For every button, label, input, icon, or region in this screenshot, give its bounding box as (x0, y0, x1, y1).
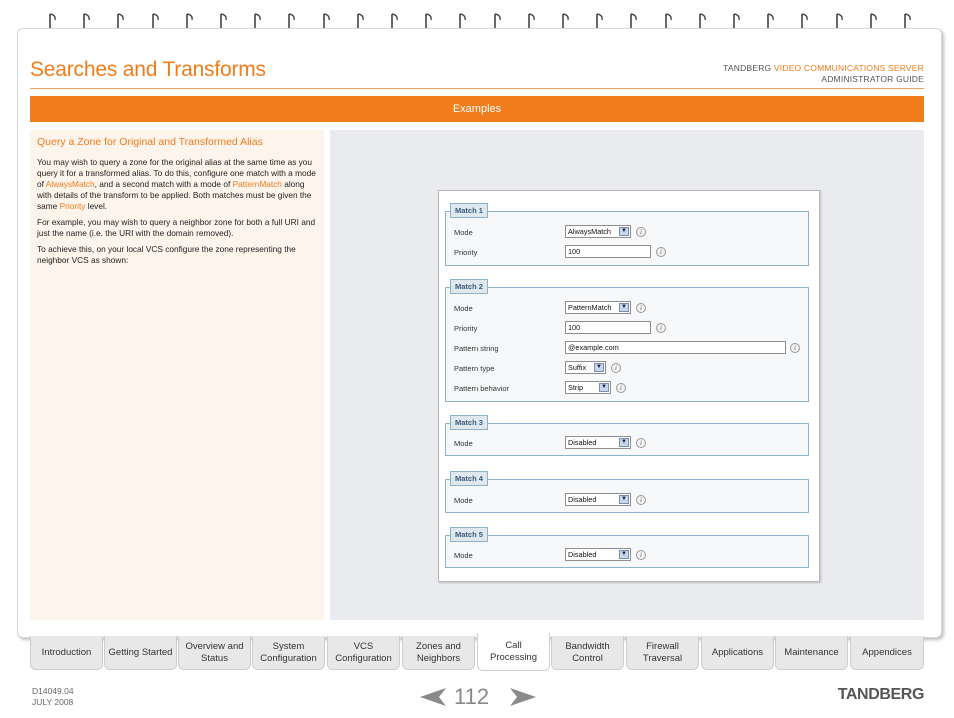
section-band: Examples (30, 96, 924, 122)
match-1-legend: Match 1 (450, 203, 488, 218)
match-5-fieldset (445, 530, 809, 568)
info-icon[interactable]: i (636, 550, 646, 560)
match-2-pattern-behavior-label: Pattern behavior (454, 384, 510, 393)
tab-zones-and-neighbors[interactable]: Zones and Neighbors (402, 636, 475, 670)
page-number: 112 (454, 684, 490, 709)
previous-page-icon[interactable] (420, 687, 446, 707)
brand-product: VIDEO COMMUNICATIONS SERVER (773, 63, 924, 73)
match-4-mode-label: Mode (454, 496, 473, 505)
match-4-legend: Match 4 (450, 471, 488, 486)
zone-matches-form (438, 190, 820, 582)
p1-text-a: You may wish to query a zone for the original alias at the same time as you query it for a transformed alias. To do this, configure one match with a mode of (37, 157, 316, 189)
match-1-mode-label: Mode (454, 228, 473, 237)
match-2-pattern-behavior-select[interactable] (565, 381, 611, 394)
p1-text-b: , and a second match with a mode of (94, 179, 233, 189)
match-2-pattern-string-label: Pattern string (454, 344, 499, 353)
brand-subtitle: ADMINISTRATOR GUIDE (821, 74, 924, 84)
info-icon[interactable]: i (636, 438, 646, 448)
text-panel (30, 130, 324, 620)
match-5-mode-value: Disabled (568, 550, 597, 559)
match-2-priority-label: Priority (454, 324, 478, 333)
match-3-fieldset (445, 418, 809, 456)
match-4-mode-select[interactable] (565, 493, 631, 506)
doc-number: D14049.04 (32, 686, 74, 696)
info-icon[interactable]: i (636, 227, 646, 237)
match-2-pattern-string-input[interactable]: @example.com (565, 341, 786, 354)
chevron-down-icon: ▼ (619, 550, 629, 559)
tab-system-configuration[interactable]: System Configuration (252, 636, 325, 670)
paragraph-2: For example, you may wish to query a neighbor zone for both a full URI and just the name (i.e. the URI with the domain removed). (37, 217, 316, 238)
match-2-pattern-type-select[interactable] (565, 361, 606, 374)
match-4-fieldset (445, 474, 809, 513)
match-1-priority-label: Priority (454, 248, 478, 257)
chapter-tabs (30, 636, 926, 670)
match-3-legend: Match 3 (450, 415, 488, 430)
document-id (32, 686, 74, 708)
tab-firewall-traversal[interactable]: Firewall Traversal (626, 636, 699, 670)
match-1-priority-input[interactable]: 100 (565, 245, 651, 258)
chevron-down-icon: ▼ (619, 495, 629, 504)
info-icon[interactable]: i (611, 363, 621, 373)
info-icon[interactable]: i (656, 247, 666, 257)
info-icon[interactable]: i (790, 343, 800, 353)
match-1-mode-value: AlwaysMatch (568, 227, 611, 236)
match-2-priority-input[interactable]: 100 (565, 321, 651, 334)
chevron-down-icon: ▼ (594, 363, 604, 372)
info-icon[interactable]: i (616, 383, 626, 393)
paragraph-1 (37, 157, 317, 212)
tab-vcs-configuration[interactable]: VCS Configuration (327, 636, 400, 670)
match-5-legend: Match 5 (450, 527, 488, 542)
match-2-mode-select[interactable] (565, 301, 631, 314)
match-2-pattern-behavior-value: Strip (568, 383, 584, 392)
keyword-patternmatch: PatternMatch (232, 179, 282, 189)
brand-prefix: TANDBERG (723, 63, 772, 73)
tab-maintenance[interactable]: Maintenance (775, 636, 848, 670)
tab-getting-started[interactable]: Getting Started (104, 636, 177, 670)
match-2-mode-value: PatternMatch (568, 303, 612, 312)
chevron-down-icon: ▼ (619, 303, 629, 312)
chevron-down-icon: ▼ (619, 438, 629, 447)
match-2-fieldset (445, 282, 809, 402)
p1-text-d: level. (85, 201, 108, 211)
title-rule (30, 88, 924, 89)
tab-applications[interactable]: Applications (701, 636, 774, 670)
info-icon[interactable]: i (636, 495, 646, 505)
match-1-fieldset (445, 206, 809, 266)
match-4-mode-value: Disabled (568, 495, 597, 504)
section-heading: Query a Zone for Original and Transformed Alias (37, 136, 263, 148)
tab-bandwidth-control[interactable]: Bandwidth Control (551, 636, 624, 670)
page-title: Searches and Transforms (30, 58, 266, 81)
match-3-mode-select[interactable] (565, 436, 631, 449)
match-2-mode-label: Mode (454, 304, 473, 313)
tandberg-logo: TANDBERG (837, 686, 924, 703)
doc-date: JULY 2008 (32, 697, 74, 707)
match-3-mode-value: Disabled (568, 438, 597, 447)
tab-appendices[interactable]: Appendices (850, 636, 924, 670)
chevron-down-icon: ▼ (619, 227, 629, 236)
p1-text-c: along with details of the transform to be applied. Both matches must be given the same (37, 179, 312, 211)
keyword-alwaysmatch: AlwaysMatch (45, 179, 95, 189)
tab-overview-and-status[interactable]: Overview and Status (178, 636, 251, 670)
match-2-legend: Match 2 (450, 279, 488, 294)
match-5-mode-select[interactable] (565, 548, 631, 561)
page-navigator (420, 684, 536, 710)
brand-header (723, 63, 924, 85)
tab-introduction[interactable]: Introduction (30, 636, 103, 670)
match-5-mode-label: Mode (454, 551, 473, 560)
tab-call-processing[interactable]: Call Processing (477, 633, 550, 671)
match-3-mode-label: Mode (454, 439, 473, 448)
keyword-priority: Priority (59, 201, 86, 211)
match-1-mode-select[interactable] (565, 225, 631, 238)
chevron-down-icon: ▼ (599, 383, 609, 392)
paragraph-3: To achieve this, on your local VCS configure the zone representing the neighbor VCS as shown: (37, 244, 296, 265)
match-2-pattern-type-value: Suffix (568, 363, 587, 372)
info-icon[interactable]: i (656, 323, 666, 333)
match-2-pattern-type-label: Pattern type (454, 364, 495, 373)
info-icon[interactable]: i (636, 303, 646, 313)
next-page-icon[interactable] (510, 687, 536, 707)
